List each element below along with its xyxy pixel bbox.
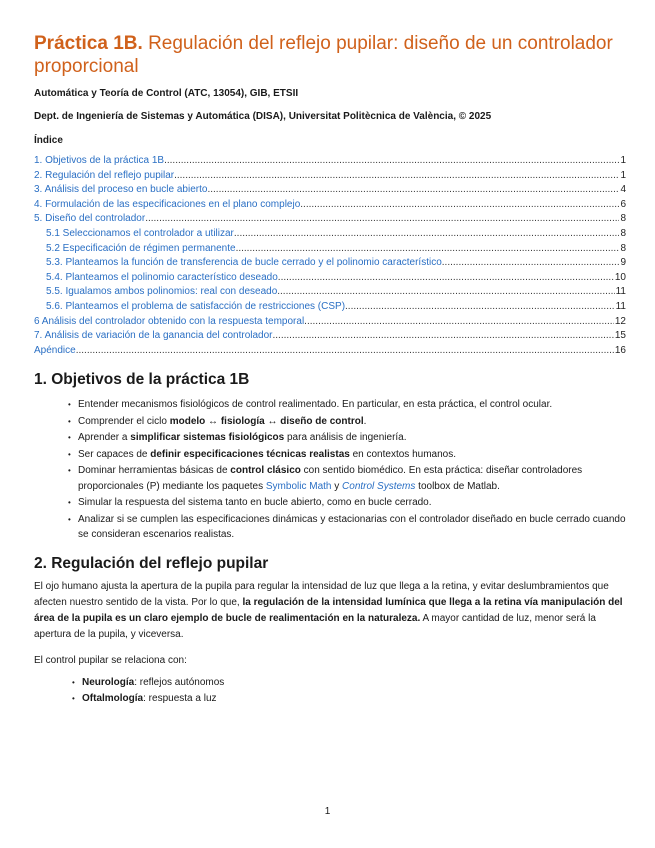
- toc-entry[interactable]: [34, 154, 626, 169]
- list-item: • Simular la respuesta del sistema tanto en bucle abierto, como en bucle cerrado.: [68, 495, 626, 511]
- section-1-heading: 1. Objetivos de la práctica 1B: [34, 371, 250, 389]
- toc-entry-page: 1: [620, 169, 626, 181]
- toc-entry[interactable]: [34, 256, 626, 271]
- list-item: • Ser capaces de definir especificaciones técnicas realistas en contextos humanos.: [68, 447, 626, 463]
- toc-leader-dots: [145, 212, 619, 227]
- toc-entry-link[interactable]: 5.4. Planteamos el polinomio característico deseado: [46, 271, 278, 283]
- document-page: [34, 32, 626, 708]
- toc-entry-link[interactable]: 1. Objetivos de la práctica 1B: [34, 155, 165, 166]
- toc-entry-link[interactable]: 5.3. Planteamos la función de transferencia de bucle cerrado y el polinomio característico: [46, 257, 442, 269]
- list-item: • Neurología: reflejos autónomos: [72, 675, 626, 691]
- toc-leader-dots: [273, 329, 614, 344]
- toc-heading: Índice: [34, 135, 63, 146]
- toc-entry-link[interactable]: 5.2 Especificación de régimen permanente: [46, 242, 236, 254]
- list-item: • Comprender el ciclo modelo ↔ fisiología ↔ diseño de control.: [68, 414, 626, 430]
- toc-leader-dots: [277, 285, 614, 300]
- toc-entry-page: 11: [615, 286, 626, 298]
- toc-leader-dots: [442, 256, 620, 271]
- toc-entry-link[interactable]: 3. Análisis del proceso en bucle abierto: [34, 184, 208, 196]
- toc-leader-dots: [234, 227, 620, 242]
- toc-leader-dots: [76, 344, 614, 359]
- list-item: • Aprender a simplificar sistemas fisiológicos para análisis de ingeniería.: [68, 430, 626, 446]
- list-item: • Dominar herramientas básicas de control clásico con sentido biomédico. En esta práctica: diseñar controladores proporcionales (P) mediante los paquetes Symbolic Math y Control Systems toolbox de Matlab.: [68, 463, 626, 494]
- list-item: • Analizar si se cumplen las especificaciones dinámicas y estacionarias con el controlador diseñado en bucle cerrado cuando se consideran escenarios realistas.: [68, 512, 626, 543]
- toc-entry-link[interactable]: 5.1 Seleccionamos el controlador a utilizar: [46, 227, 234, 239]
- control-systems-link[interactable]: Control Systems: [342, 480, 416, 492]
- toc-entry[interactable]: [34, 227, 626, 242]
- toc-entry-link[interactable]: 7. Análisis de variación de la ganancia del controlador: [34, 330, 273, 342]
- toc-leader-dots: [278, 271, 614, 286]
- toc-entry-link[interactable]: 5.5. Igualamos ambos polinomios: real con deseado: [46, 286, 278, 298]
- toc-entry-page: 16: [614, 344, 626, 356]
- toc-entry-page: 4: [620, 184, 626, 196]
- section-2-paragraph: El ojo humano ajusta la apertura de la pupila para regular la intensidad de luz que llega a la retina, y evitar deslumbramientos que afecten nuestro sentido de la vista. Por lo que, la regulación de la intensidad lumínica que llega a la retina vía manipulación del área de la pupila es un claro ejemplo de bucle de realimentación en la naturaleza. A mayor cantidad de luz, menor será la apertura de la pupila, y viceversa.: [34, 580, 623, 640]
- toc-entry[interactable]: [34, 169, 626, 184]
- toc-leader-dots: [345, 300, 615, 315]
- toc-entry-page: 9: [620, 257, 626, 269]
- toc-entry-link[interactable]: Apéndice: [34, 344, 76, 356]
- toc-entry-page: 15: [614, 330, 626, 342]
- toc-entry[interactable]: [34, 183, 626, 198]
- toc-entry-page: 8: [620, 213, 626, 225]
- toc-leader-dots: [207, 183, 619, 198]
- title-bold: Práctica 1B.: [34, 33, 143, 54]
- section-2-heading: 2. Regulación del reflejo pupilar: [34, 554, 269, 572]
- title-rest: Regulación del reflejo pupilar: diseño de un controlador proporcional: [34, 33, 613, 77]
- toc-entry[interactable]: [34, 315, 626, 330]
- table-of-contents: [34, 154, 626, 358]
- course-line: Automática y Teoría de Control (ATC, 13054), GIB, ETSII: [34, 88, 299, 99]
- toc-leader-dots: [300, 198, 619, 213]
- objectives-list: [34, 397, 626, 543]
- page-title: [34, 32, 626, 78]
- page-number: 1: [324, 806, 331, 817]
- toc-leader-dots: [236, 242, 620, 257]
- relations-list: [34, 675, 626, 707]
- toc-entry-link[interactable]: 6 Análisis del controlador obtenido con la respuesta temporal: [34, 315, 305, 327]
- toc-entry-page: 10: [614, 271, 626, 283]
- toc-entry-page: 11: [615, 300, 626, 312]
- toc-entry[interactable]: [34, 271, 626, 286]
- toc-entry[interactable]: [34, 300, 626, 315]
- toc-entry[interactable]: [34, 212, 626, 227]
- toc-leader-dots: [164, 154, 619, 169]
- list-item: • Oftalmología: respuesta a luz: [72, 691, 626, 707]
- section-2-paragraph-2: El control pupilar se relaciona con:: [34, 654, 187, 666]
- toc-entry-page: 12: [614, 315, 626, 327]
- toc-entry-link[interactable]: 4. Formulación de las especificaciones en el plano complejo: [34, 198, 301, 210]
- toc-entry-page: 6: [620, 198, 626, 210]
- toc-entry-link[interactable]: 5. Diseño del controlador: [34, 213, 146, 225]
- toc-entry[interactable]: [34, 242, 626, 257]
- toc-entry[interactable]: [34, 329, 626, 344]
- toc-entry[interactable]: [34, 344, 626, 359]
- toc-entry-page: 8: [620, 227, 626, 239]
- toc-entry-link[interactable]: 5.6. Planteamos el problema de satisfacción de restricciones (CSP): [46, 300, 346, 312]
- list-item: • Entender mecanismos fisiológicos de control realimentado. En particular, en esta práctica, el control ocular.: [68, 397, 626, 413]
- department-line: Dept. de Ingeniería de Sistemas y Automática (DISA), Universitat Politècnica de València, © 2025: [34, 111, 492, 122]
- toc-entry[interactable]: [34, 285, 626, 300]
- toc-leader-dots: [174, 169, 619, 184]
- toc-entry-link[interactable]: 2. Regulación del reflejo pupilar: [34, 169, 175, 181]
- toc-entry[interactable]: [34, 198, 626, 213]
- toc-leader-dots: [304, 315, 614, 330]
- toc-entry-page: 8: [620, 242, 626, 254]
- toc-entry-page: 1: [620, 155, 626, 166]
- symbolic-math-link[interactable]: Symbolic Math: [265, 480, 332, 492]
